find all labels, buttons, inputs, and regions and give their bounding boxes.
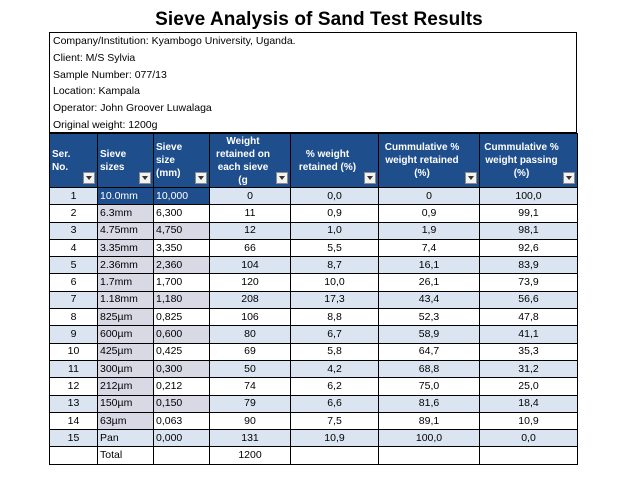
- cell-sieve[interactable]: 2.36mm: [98, 257, 154, 274]
- cell-weight[interactable]: 0: [210, 188, 291, 205]
- cell-weight[interactable]: 208: [210, 291, 291, 308]
- table-row: [50, 257, 578, 274]
- cell-pct[interactable]: 6,6: [291, 395, 379, 412]
- cell-sieve[interactable]: 425µm: [98, 343, 154, 360]
- info-operator: Operator: John Groover Luwalaga: [53, 102, 212, 115]
- cell-ser[interactable]: 1: [50, 188, 98, 205]
- cell-cum-retained[interactable]: 68,8: [379, 360, 480, 377]
- header-ser-no-label: Ser. No.: [52, 148, 71, 173]
- info-box: [49, 32, 577, 133]
- cell-cum-retained[interactable]: 75,0: [379, 378, 480, 395]
- cell-weight[interactable]: 74: [210, 378, 291, 395]
- cell-cum-passing[interactable]: 25,0: [480, 378, 578, 395]
- cell-cum-passing[interactable]: 35,3: [480, 343, 578, 360]
- cell-cum-retained[interactable]: 89,1: [379, 412, 480, 429]
- cell-weight[interactable]: 50: [210, 360, 291, 377]
- cell-size[interactable]: 0,212: [154, 378, 210, 395]
- cell-cum-retained[interactable]: 16,1: [379, 257, 480, 274]
- cell-cum-passing[interactable]: 100,0: [480, 188, 578, 205]
- cell-pct[interactable]: 10,0: [291, 274, 379, 291]
- cell-size[interactable]: 0,000: [154, 430, 210, 447]
- table-row: [50, 274, 578, 291]
- cell-ser[interactable]: 14: [50, 412, 98, 429]
- header-pct-retained-label: % weight retained (%): [298, 148, 357, 173]
- cell-cum-retained[interactable]: 1,9: [379, 222, 480, 239]
- cell-cum-retained[interactable]: 26,1: [379, 274, 480, 291]
- total-weight[interactable]: 1200: [210, 447, 291, 464]
- cell-weight[interactable]: 120: [210, 274, 291, 291]
- cell-cum-retained[interactable]: 64,7: [379, 343, 480, 360]
- cell-empty[interactable]: [291, 447, 379, 464]
- filter-dropdown-icon[interactable]: [364, 172, 376, 184]
- cell-sieve[interactable]: 63µm: [98, 412, 154, 429]
- cell-size[interactable]: 3,350: [154, 239, 210, 256]
- cell-cum-passing[interactable]: 98,1: [480, 222, 578, 239]
- cell-weight[interactable]: 12: [210, 222, 291, 239]
- cell-weight[interactable]: 66: [210, 239, 291, 256]
- info-company: Company/Institution: Kyambogo University, Uganda.: [53, 35, 296, 47]
- cell-size[interactable]: 0,600: [154, 326, 210, 343]
- cell-cum-passing[interactable]: 56,6: [480, 291, 578, 308]
- cell-weight[interactable]: 79: [210, 395, 291, 412]
- cell-pct[interactable]: 7,5: [291, 412, 379, 429]
- cell-sieve[interactable]: 10.0mm: [98, 188, 154, 205]
- cell-size[interactable]: 6,300: [154, 205, 210, 222]
- cell-pct[interactable]: 17,3: [291, 291, 379, 308]
- cell-empty[interactable]: [379, 447, 480, 464]
- cell-sieve[interactable]: 300µm: [98, 360, 154, 377]
- cell-pct[interactable]: 8,7: [291, 257, 379, 274]
- cell-pct[interactable]: 1,0: [291, 222, 379, 239]
- filter-dropdown-icon[interactable]: [563, 172, 575, 184]
- cell-cum-retained[interactable]: 52,3: [379, 309, 480, 326]
- filter-dropdown-icon[interactable]: [195, 172, 207, 184]
- filter-dropdown-icon[interactable]: [139, 172, 151, 184]
- cell-empty[interactable]: [480, 447, 578, 464]
- cell-ser[interactable]: 15: [50, 430, 98, 447]
- filter-dropdown-icon[interactable]: [83, 172, 95, 184]
- header-row: [50, 134, 578, 188]
- total-label[interactable]: Total: [98, 447, 154, 464]
- info-location: Location: Kampala: [53, 85, 140, 98]
- cell-sieve[interactable]: Pan: [98, 430, 154, 447]
- header-sieve-sizes[interactable]: [98, 134, 154, 188]
- cell-sieve[interactable]: 600µm: [98, 326, 154, 343]
- cell-sieve[interactable]: 1.18mm: [98, 291, 154, 308]
- cell-pct[interactable]: 5,8: [291, 343, 379, 360]
- cell-cum-retained[interactable]: 0,9: [379, 205, 480, 222]
- header-cum-retained[interactable]: [379, 134, 480, 188]
- cell-size[interactable]: 1,700: [154, 274, 210, 291]
- cell-pct[interactable]: 6,7: [291, 326, 379, 343]
- cell-ser[interactable]: 10: [50, 343, 98, 360]
- header-pct-retained[interactable]: [291, 134, 379, 188]
- cell-size[interactable]: 4,750: [154, 222, 210, 239]
- cell-weight[interactable]: 131: [210, 430, 291, 447]
- cell-cum-retained[interactable]: 0: [379, 188, 480, 205]
- cell-pct[interactable]: 5,5: [291, 239, 379, 256]
- cell-cum-retained[interactable]: 7,4: [379, 239, 480, 256]
- filter-dropdown-icon[interactable]: [465, 172, 477, 184]
- cell-ser[interactable]: 2: [50, 205, 98, 222]
- cell-sieve[interactable]: 212µm: [98, 378, 154, 395]
- cell-weight[interactable]: 80: [210, 326, 291, 343]
- cell-pct[interactable]: 0,9: [291, 205, 379, 222]
- cell-cum-passing[interactable]: 0,0: [480, 430, 578, 447]
- info-sample-number: Sample Number: 077/13: [53, 68, 167, 81]
- header-cum-retained-label: Cummulative % weight retained (%): [384, 142, 460, 179]
- cell-cum-passing[interactable]: 83,9: [480, 257, 578, 274]
- cell-size[interactable]: 1,180: [154, 291, 210, 308]
- table-row: [50, 309, 578, 326]
- cell-sieve[interactable]: 825µm: [98, 309, 154, 326]
- table-row: [50, 430, 578, 447]
- cell-ser[interactable]: 9: [50, 326, 98, 343]
- cell-size[interactable]: 0,063: [154, 412, 210, 429]
- cell-ser[interactable]: 5: [50, 257, 98, 274]
- header-sieve-sizes-label: Sieve sizes: [100, 148, 127, 173]
- cell-empty[interactable]: [50, 447, 98, 464]
- header-ser-no[interactable]: [50, 134, 98, 188]
- cell-weight[interactable]: 90: [210, 412, 291, 429]
- cell-size[interactable]: 0,825: [154, 309, 210, 326]
- cell-pct[interactable]: 4,2: [291, 360, 379, 377]
- cell-ser[interactable]: 11: [50, 360, 98, 377]
- table-row: [50, 222, 578, 239]
- table-row: [50, 291, 578, 308]
- cell-ser[interactable]: 13: [50, 395, 98, 412]
- cell-pct[interactable]: 6,2: [291, 378, 379, 395]
- cell-ser[interactable]: 8: [50, 309, 98, 326]
- cell-cum-passing[interactable]: 47,8: [480, 309, 578, 326]
- table-row: [50, 360, 578, 377]
- cell-cum-retained[interactable]: 100,0: [379, 430, 480, 447]
- table-row: [50, 326, 578, 343]
- table-row: [50, 412, 578, 429]
- cell-weight[interactable]: 106: [210, 309, 291, 326]
- cell-cum-passing[interactable]: 41,1: [480, 326, 578, 343]
- cell-weight[interactable]: 69: [210, 343, 291, 360]
- cell-cum-passing[interactable]: 18,4: [480, 395, 578, 412]
- total-row: [50, 447, 578, 464]
- cell-pct[interactable]: 8,8: [291, 309, 379, 326]
- table-row: [50, 188, 578, 205]
- cell-size[interactable]: 0,150: [154, 395, 210, 412]
- cell-cum-retained[interactable]: 43,4: [379, 291, 480, 308]
- cell-cum-retained[interactable]: 81,6: [379, 395, 480, 412]
- cell-ser[interactable]: 3: [50, 222, 98, 239]
- cell-ser[interactable]: 7: [50, 291, 98, 308]
- cell-cum-passing[interactable]: 99,1: [480, 205, 578, 222]
- cell-size[interactable]: 0,425: [154, 343, 210, 360]
- cell-cum-passing[interactable]: 92,6: [480, 239, 578, 256]
- header-sieve-size-mm[interactable]: [154, 134, 210, 188]
- cell-ser[interactable]: 6: [50, 274, 98, 291]
- table-row: [50, 343, 578, 360]
- cell-sieve[interactable]: 6.3mm: [98, 205, 154, 222]
- cell-size[interactable]: 10,000: [154, 188, 210, 205]
- cell-cum-passing[interactable]: 10,9: [480, 412, 578, 429]
- info-original-weight: Original weight: 1200g: [53, 118, 158, 131]
- sieve-table: [49, 133, 578, 465]
- header-cum-passing-label: Cummulative % weight passing (%): [484, 142, 559, 179]
- cell-ser[interactable]: 12: [50, 378, 98, 395]
- filter-dropdown-icon[interactable]: [276, 172, 288, 184]
- cell-sieve[interactable]: 1.7mm: [98, 274, 154, 291]
- cell-cum-passing[interactable]: 31,2: [480, 360, 578, 377]
- cell-cum-retained[interactable]: 58,9: [379, 326, 480, 343]
- cell-empty[interactable]: [154, 447, 210, 464]
- table-row: [50, 205, 578, 222]
- cell-pct[interactable]: 0,0: [291, 188, 379, 205]
- cell-sieve[interactable]: 150µm: [98, 395, 154, 412]
- cell-pct[interactable]: 10,9: [291, 430, 379, 447]
- page-title: Sieve Analysis of Sand Test Results: [155, 9, 483, 30]
- header-sieve-size-mm-label: Sieve size (mm): [156, 142, 183, 179]
- cell-weight[interactable]: 11: [210, 205, 291, 222]
- cell-cum-passing[interactable]: 73,9: [480, 274, 578, 291]
- header-cum-passing[interactable]: [480, 134, 578, 188]
- cell-weight[interactable]: 104: [210, 257, 291, 274]
- cell-sieve[interactable]: 4.75mm: [98, 222, 154, 239]
- table-row: [50, 239, 578, 256]
- header-weight-retained-label: Weight retained on each sieve (g: [216, 135, 270, 186]
- table-row: [50, 378, 578, 395]
- cell-size[interactable]: 2,360: [154, 257, 210, 274]
- cell-size[interactable]: 0,300: [154, 360, 210, 377]
- header-weight-retained[interactable]: [210, 134, 291, 188]
- table-row: [50, 395, 578, 412]
- cell-sieve[interactable]: 3.35mm: [98, 239, 154, 256]
- info-client: Client: M/S Sylvia: [53, 51, 136, 64]
- cell-ser[interactable]: 4: [50, 239, 98, 256]
